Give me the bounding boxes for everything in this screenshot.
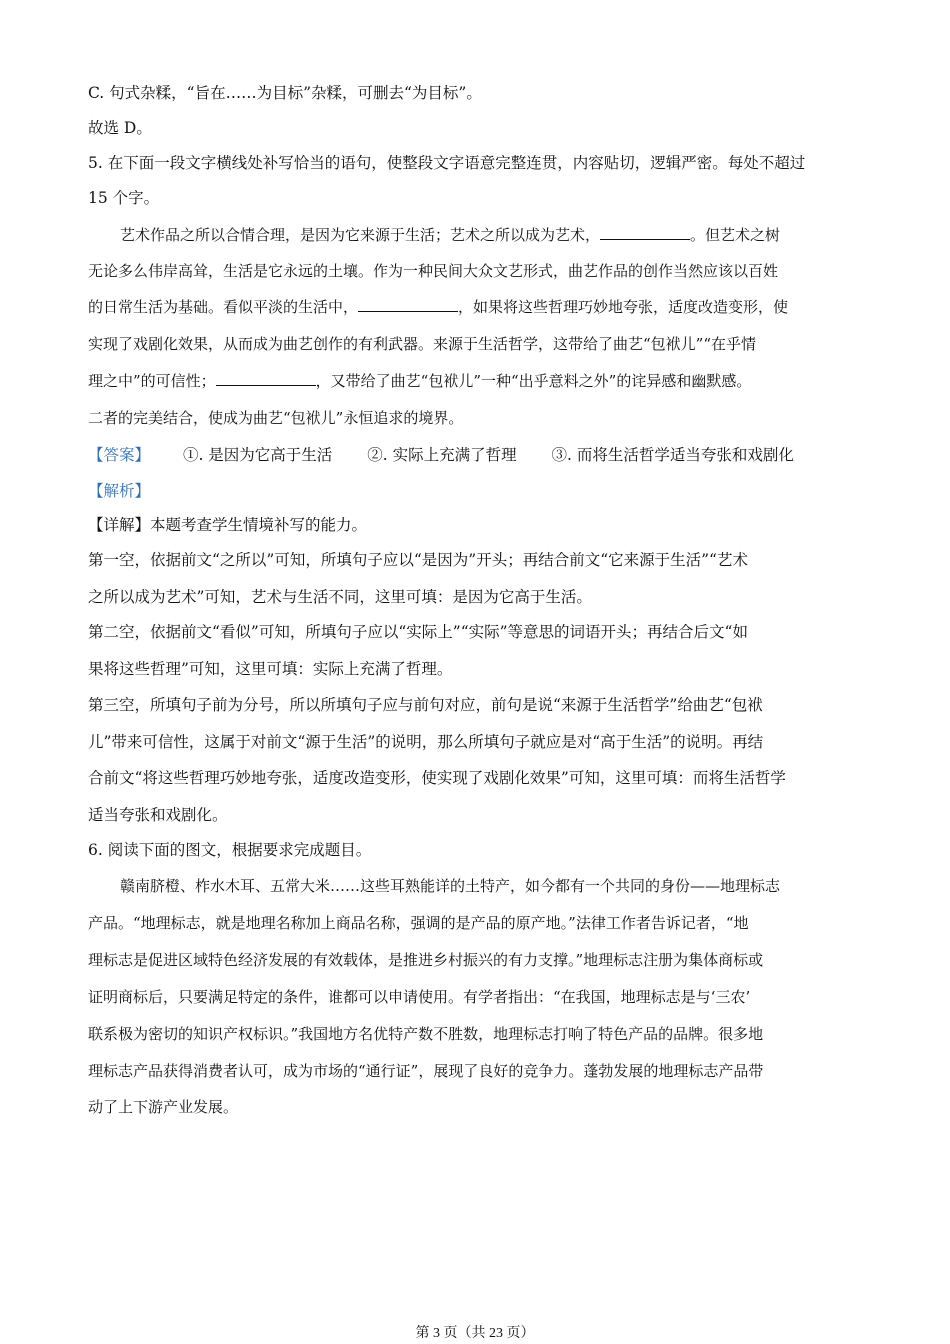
passage2-line: 动了上下游产业发展。 [88, 1098, 239, 1116]
question-5-stem-cont: 15 个字。 [88, 189, 160, 207]
analysis-line: 合前文“将这些哲理巧妙地夸张，适度改造变形，使实现了戏剧化效果”可知，这里可填：而将生活哲学 [88, 769, 786, 787]
choice-result: 故选 D。 [88, 119, 152, 137]
analysis-line: 【详解】本题考查学生情境补写的能力。 [88, 516, 368, 534]
blank-3[interactable] [216, 371, 316, 386]
page-footer: 第 3 页（共 23 页） [415, 1326, 535, 1341]
analysis-line: 第三空，所填句子前为分号，所以所填句子应与前句对应，前句是说“来源于生活哲学”给曲艺“包袱 [88, 696, 763, 714]
answer-item: ②. 实际上充满了哲理 [367, 446, 517, 464]
answer-row [88, 445, 862, 465]
analysis-line: 儿”带来可信性，这属于对前文“源于生活”的说明，那么所填句子就应是对“高于生活”的说明。再结 [88, 733, 764, 751]
passage2-line: 证明商标后，只要满足特定的条件，谁都可以申请使用。有学者指出：“在我国，地理标志是与‘三农’ [88, 988, 751, 1006]
passage2-line: 联系极为密切的知识产权标识。”我国地方名优特产数不胜数，地理标志打响了特色产品的品牌。很多地 [88, 1025, 764, 1043]
passage1-line: 实现了戏剧化效果，从而成为曲艺创作的有利武器。来源于生活哲学，这带给了曲艺“包袱儿”“在乎情 [88, 335, 757, 353]
question-6-stem: 6. 阅读下面的图文，根据要求完成题目。 [88, 841, 372, 859]
option-c-text: C. 句式杂糅，“旨在……为目标”杂糅，可删去“为目标”。 [88, 84, 482, 102]
passage1-line: 无论多么伟岸高耸，生活是它永远的土壤。作为一种民间大众文艺形式，曲艺作品的创作当然应该以百姓 [88, 262, 779, 280]
analysis-line: 第一空，依据前文“之所以”可知，所填句子应以“是因为”开头；再结合前文“它来源于生活”“艺术 [88, 551, 748, 569]
answer-label: 【答案】 [88, 446, 151, 464]
passage1-line: 艺术作品之所以合情合理，是因为它来源于生活；艺术之所以成为艺术， 。但艺术之树 [120, 226, 781, 244]
answer-item: ③. 而将生活哲学适当夸张和戏剧化 [551, 446, 794, 464]
passage1-line: 理之中”的可信性； ，又带给了曲艺“包袱儿”一种“出乎意料之外”的诧异感和幽默感。 [88, 372, 752, 390]
passage1-line: 二者的完美结合，使成为曲艺“包袱儿”永恒追求的境界。 [88, 409, 464, 427]
passage2-line: 赣南脐橙、柞水木耳、五常大米……这些耳熟能详的土特产，如今都有一个共同的身份——地理标志 [120, 877, 781, 895]
blank-1[interactable] [600, 225, 690, 240]
question-5-stem: 5. 在下面一段文字横线处补写恰当的语句，使整段文字语意完整连贯，内容贴切，逻辑严密。每处不超过 [88, 154, 806, 172]
blank-2[interactable] [358, 297, 458, 312]
analysis-line: 果将这些哲理”可知，这里可填：实际上充满了哲理。 [88, 660, 453, 678]
analysis-label: 【解析】 [88, 482, 151, 500]
passage2-line: 理标志是促进区域特色经济发展的有效载体，是推进乡村振兴的有力支撑。”地理标志注册为集体商标或 [88, 951, 764, 969]
analysis-line: 适当夸张和戏剧化。 [88, 806, 228, 824]
analysis-line: 第二空，依据前文“看似”可知，所填句子应以“实际上”“实际”等意思的词语开头；再结合后文“如 [88, 623, 748, 641]
passage2-line: 产品。“地理标志，就是地理名称加上商品名称，强调的是产品的原产地。”法律工作者告诉记者，“地 [88, 914, 749, 932]
analysis-line: 之所以成为艺术”可知，艺术与生活不同，这里可填：是因为它高于生活。 [88, 588, 592, 606]
passage2-line: 理标志产品获得消费者认可，成为市场的“通行证”，展现了良好的竞争力。蓬勃发展的地理标志产品带 [88, 1062, 764, 1080]
answer-item: ①. 是因为它高于生活 [182, 446, 333, 464]
passage1-line: 的日常生活为基础。看似平淡的生活中， ，如果将这些哲理巧妙地夸张，适度改造变形，使 [88, 298, 789, 316]
